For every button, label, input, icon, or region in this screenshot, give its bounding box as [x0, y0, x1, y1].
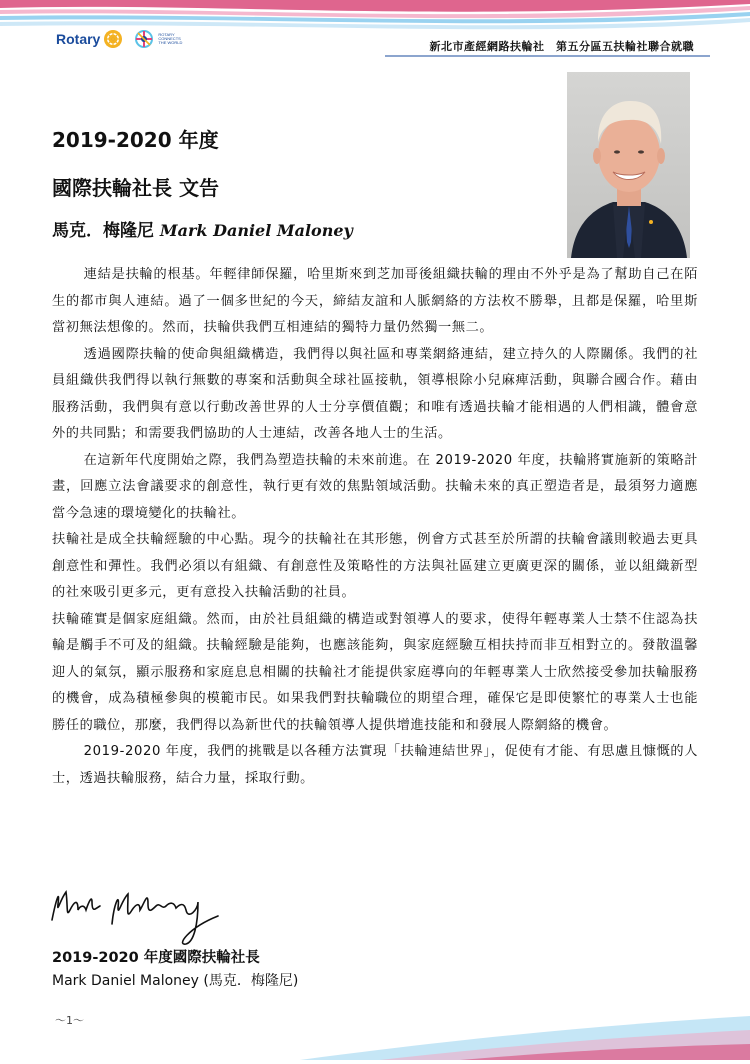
signer-title: 2019-2020 年度國際扶輪社長: [52, 950, 260, 966]
paragraph: 在這新年代度開始之際，我們為塑造扶輪的未來前進。在 2019-2020 年度，扶輪將實施新的策略計畫，回應立法會議要求的創意性，執行更有效的焦點領域活動。扶輪未來的真正塑造者是，最須努力適應當今急速的環境變化的扶輪社。: [52, 452, 698, 521]
rotary-connects-world-icon: [133, 28, 155, 50]
title-year: 2019-2020 年度: [52, 128, 219, 152]
signer-name: Mark Daniel Maloney (馬克．梅隆尼): [52, 973, 299, 989]
subtitle-author-zh: 馬克．梅隆尼: [52, 221, 160, 241]
rotary-logo-text: Rotary: [56, 31, 101, 47]
portrait-photo-icon: [567, 72, 690, 258]
page-header: [0, 0, 750, 62]
handwritten-signature-icon: [48, 880, 238, 950]
page-number: ～1～: [55, 1014, 84, 1027]
rotary-wheel-icon: [103, 29, 123, 49]
rotary-connects-world-text: ROTARY CONNECTS THE WORLD: [158, 32, 183, 45]
page-footer: [0, 996, 750, 1060]
rotary-logo-group: [56, 28, 182, 50]
paragraph: 連結是扶輪的根基。年輕律師保羅，哈里斯來到芝加哥後組織扶輪的理由不外乎是為了幫助自己在陌生的都市與人連結。過了一個多世紀的今天，締結友誼和人脈網絡的方法枚不勝舉，且都是保羅，哈里斯當初無法想像的。然而，扶輪供我們互相連結的獨特力量仍然獨一無二。: [52, 267, 698, 335]
subtitle-author-en: Mark Daniel Maloney: [159, 221, 353, 240]
paragraph: 透過國際扶輪的使命與組織構造，我們得以與社區和專業網絡連結，建立持久的人際關係。我們的社員組織供我們得以執行無數的專案和活動與全球社區接軌，領導根除小兒麻痺活動，與聯合國合作。藉由服務活動，我們與有意以行動改善世界的人士分享價值觀；和唯有透過扶輪才能相遇的人們相識，體會意外的共同點；和需要我們協助的人士連結，改善各地人士的生活。: [52, 346, 698, 441]
title-main: 國際扶輪社長 文告: [52, 176, 219, 200]
message-body: [52, 262, 698, 792]
paragraph: 扶輪確實是個家庭組織。然而，由於社員組織的構造或對領導人的要求，使得年輕專業人士禁不住認為扶輪是觸手不可及的組織。扶輪經驗是能夠，也應該能夠，與家庭經驗互相扶持而非互相對立的。發散溫馨迎人的氣氛，顯示服務和家庭息息相關的扶輪社才能提供家庭導向的年輕專業人士欣然接受參加扶輪服務的機會，成為積極參與的模範市民。如果我們對扶輪職位的期望合理，確保它是即使繁忙的專業人士也能勝任的職位，那麼，我們得以為新世代的扶輪領導人提供增進技能和和發展人際網絡的機會。: [52, 611, 698, 733]
paragraph: 2019-2020 年度，我們的挑戰是以各種方法實現「扶輪連結世界」，促使有才能、有思慮且慷慨的人士，透過扶輪服務，結合力量，採取行動。: [52, 744, 698, 786]
footer-swoosh-graphic: [0, 996, 750, 1060]
subtitle-author: [52, 216, 353, 241]
portrait-photo: [567, 72, 690, 258]
header-org-title: 新北市產經網路扶輪社 第五分區五扶輪社聯合就職: [429, 40, 694, 53]
paragraph: 扶輪社是成全扶輪經驗的中心點。現今的扶輪社在其形態，例會方式甚至於所謂的扶輪會議則較過去更具創意性和彈性。我們必須以有組織、有創意性及策略性的方法與社區建立更廣更深的關係，並以組織新型的社來吸引更多元，更有意投入扶輪活動的社員。: [52, 532, 698, 600]
